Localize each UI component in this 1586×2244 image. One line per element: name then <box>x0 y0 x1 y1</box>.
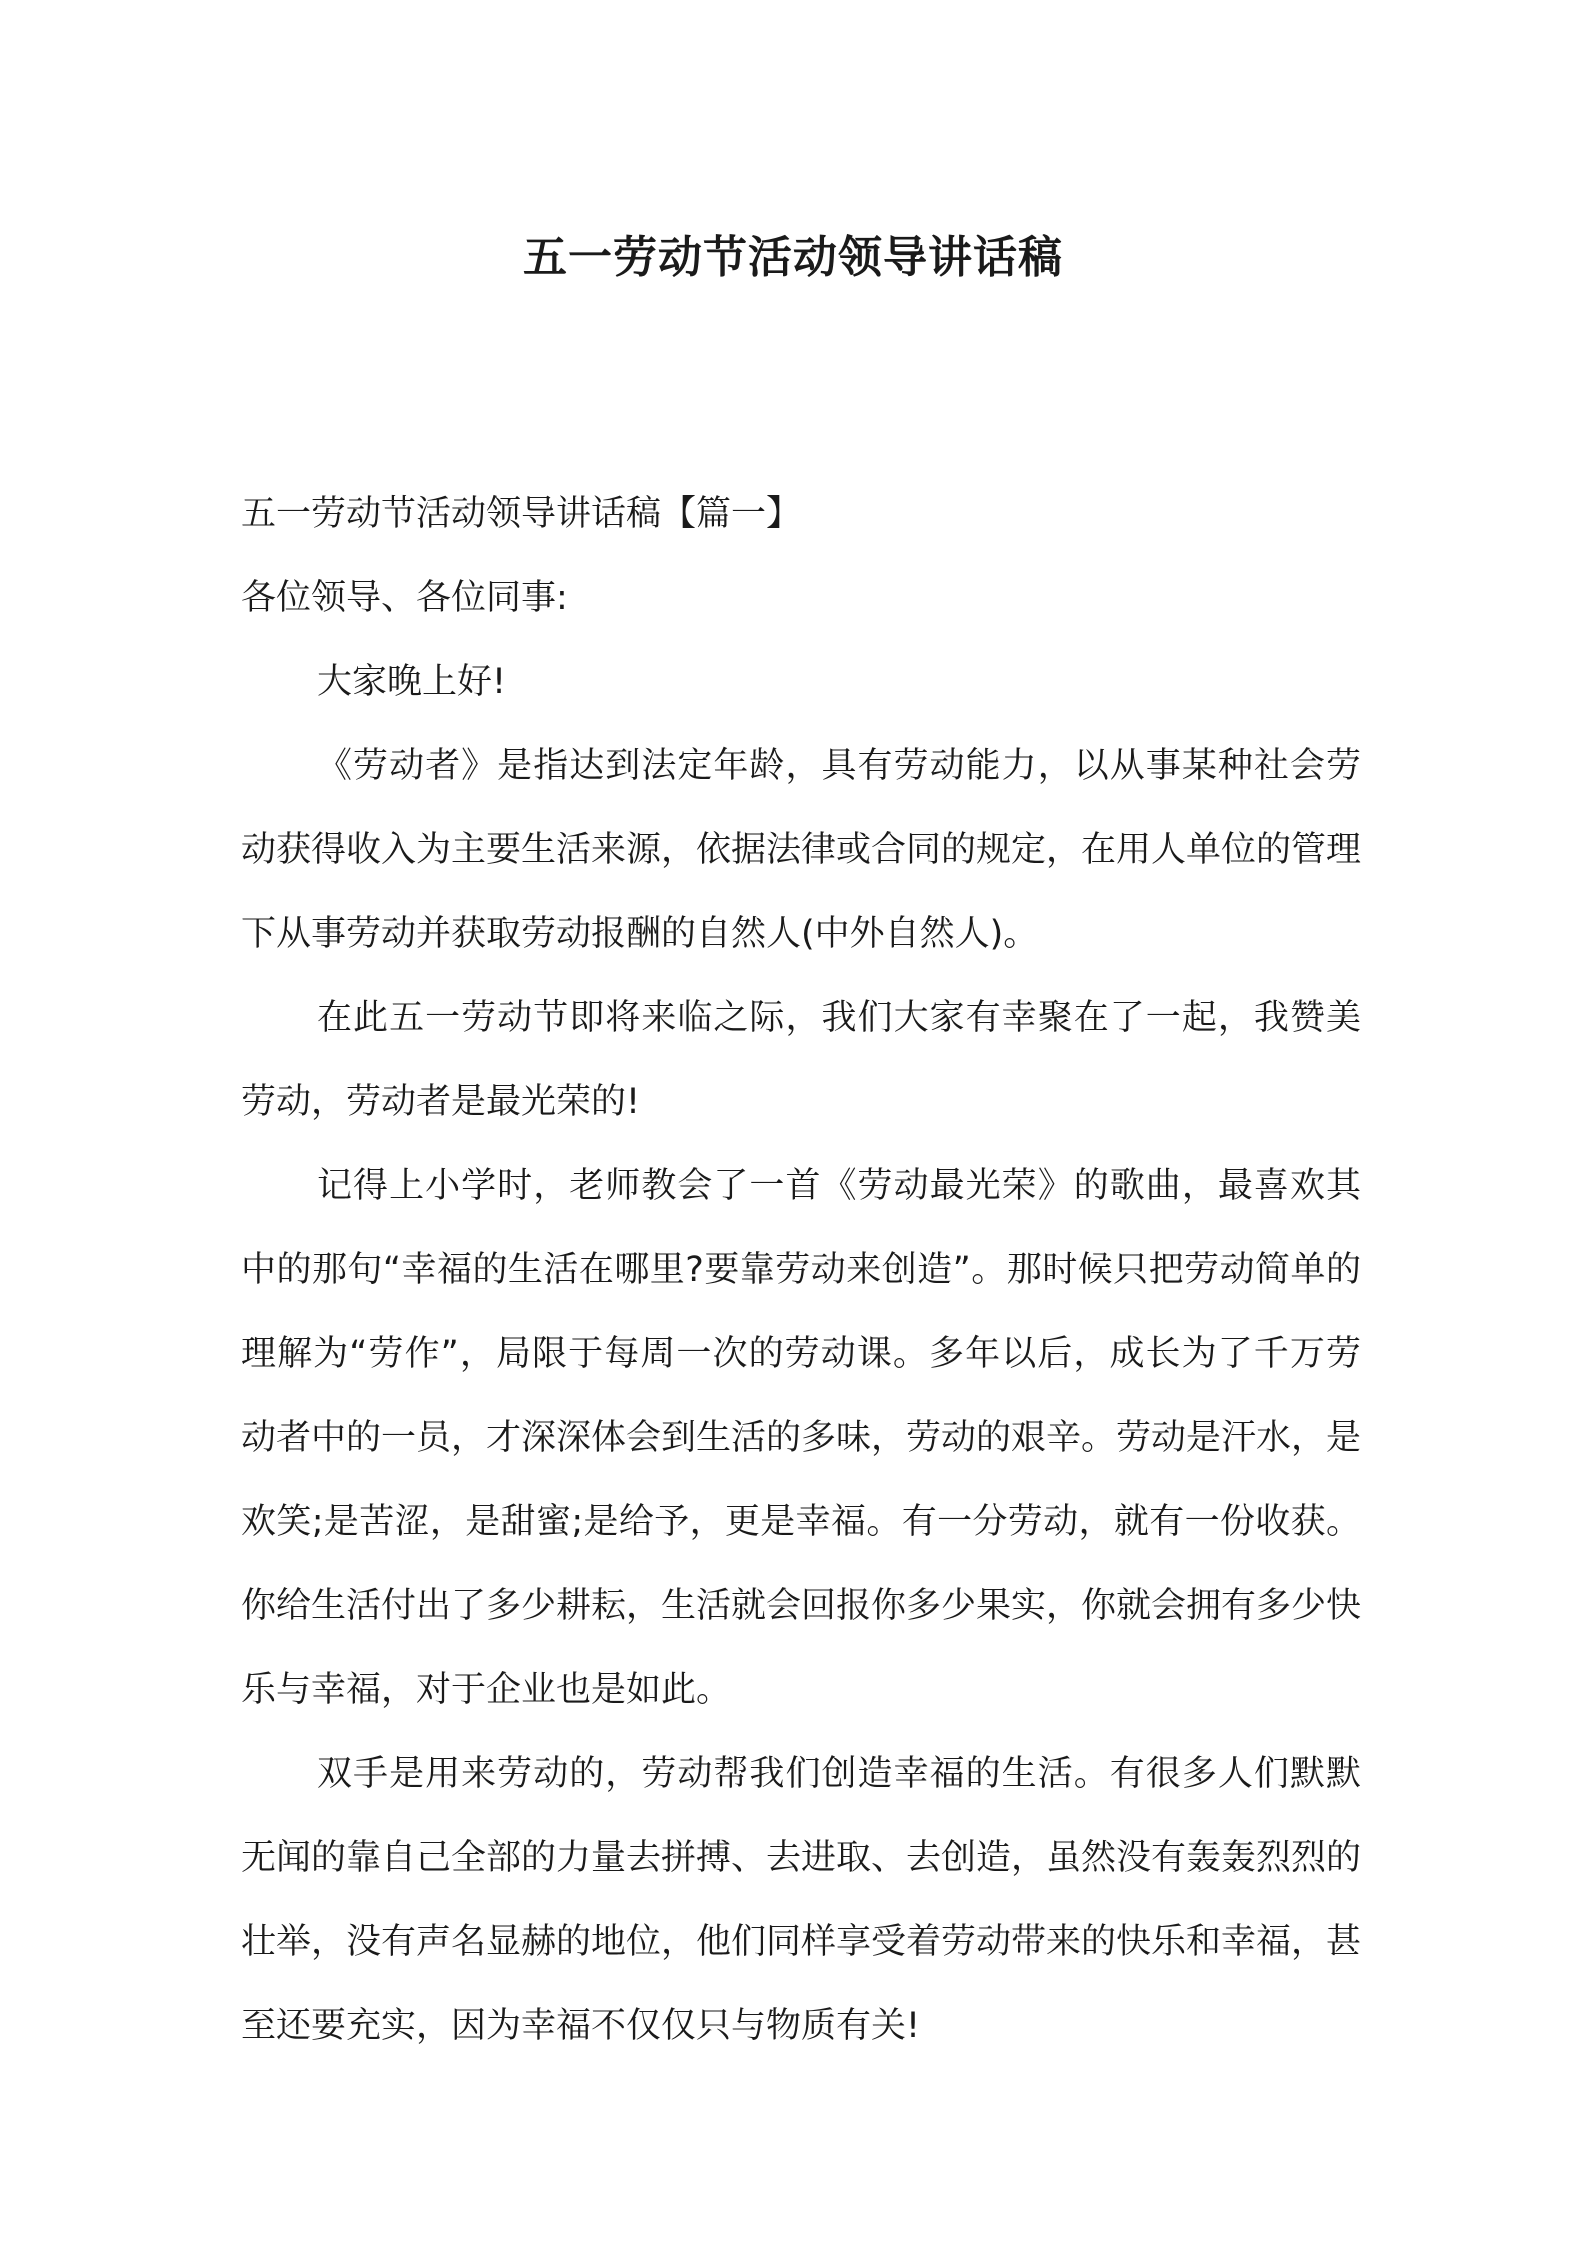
paragraph: 双手是用来劳动的，劳动帮我们创造幸福的生活。有很多人们默默无闻的靠自己全部的力量去拼搏、去进取、去创造，虽然没有轰轰烈烈的壮举，没有声名显赫的地位，他们同样享受着劳动带来的快乐和幸福，甚至还要充实，因为幸福不仅仅只与物质有关! <box>241 1754 1362 2046</box>
document-title: 五一劳动节活动领导讲话稿 <box>523 232 1063 283</box>
section-heading: 五一劳动节活动领导讲话稿【篇一】 <box>241 494 802 534</box>
paragraph: 《劳动者》是指达到法定年龄，具有劳动能力，以从事某种社会劳动获得收入为主要生活来源，依据法律或合同的规定，在用人单位的管理下从事劳动并获取劳动报酬的自然人(中外自然人)。 <box>241 746 1362 954</box>
paragraph: 在此五一劳动节即将来临之际，我们大家有幸聚在了一起，我赞美劳动，劳动者是最光荣的! <box>241 998 1361 1122</box>
paragraph: 记得上小学时，老师教会了一首《劳动最光荣》的歌曲，最喜欢其中的那句“幸福的生活在哪里?要靠劳动来创造”。那时候只把劳动简单的理解为“劳作”，局限于每周一次的劳动课。多年以后，成长为了千万劳动者中的一员，才深深体会到生活的多味，劳动的艰辛。劳动是汗水，是欢笑;是苦涩，是甜蜜;是给予，更是幸福。有一分劳动，就有一份收获。你给生活付出了多少耕耘，生活就会回报你多少果实，你就会拥有多少快乐与幸福，对于企业也是如此。 <box>241 1166 1362 1710</box>
salutation: 各位领导、各位同事: <box>241 578 568 618</box>
document-body <box>241 472 1361 2068</box>
greeting: 大家晚上好! <box>317 662 507 702</box>
